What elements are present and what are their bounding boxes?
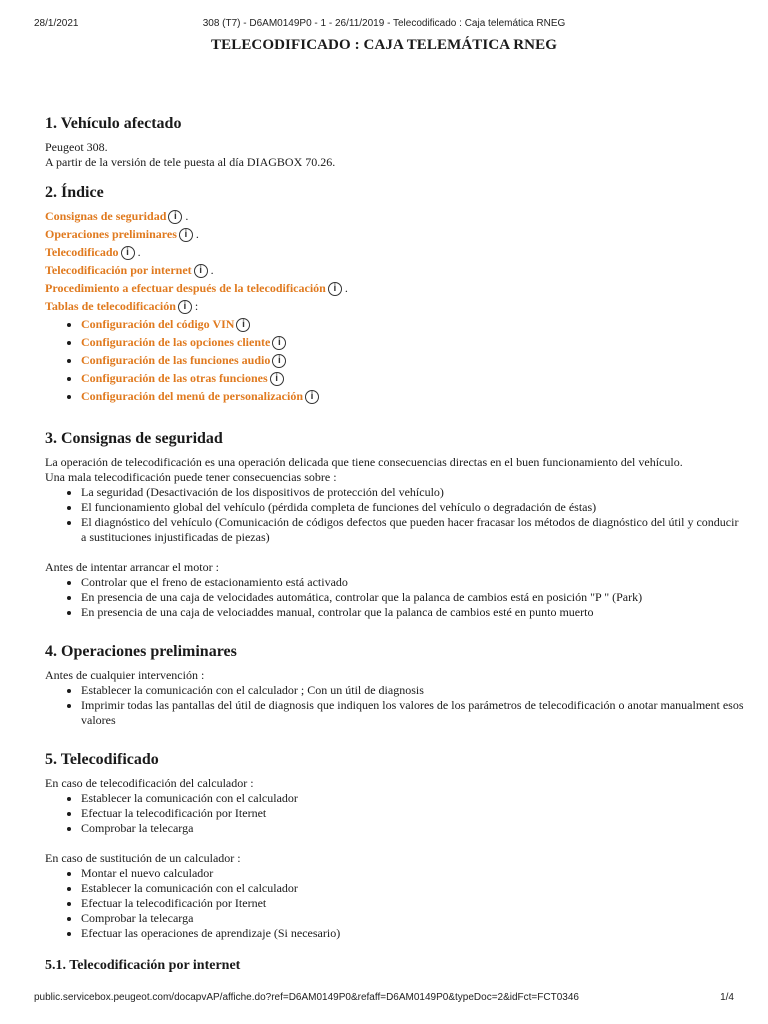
info-icon[interactable]: i (272, 354, 286, 368)
info-icon[interactable]: i (328, 282, 342, 296)
section-heading: 1. Vehículo afectado (45, 115, 182, 132)
index-link-telecodificado[interactable]: Telecodificado (45, 245, 119, 259)
paragraph: La operación de telecodificación es una operación delicada que tiene consecuencias directas en el buen funcionamiento del vehículo. (45, 455, 683, 469)
index-link-internet[interactable]: Telecodificación por internet (45, 263, 192, 277)
section-heading: 3. Consignas de seguridad (45, 430, 223, 447)
section-vehiculo-afectado (45, 114, 745, 170)
section-heading: 5. Telecodificado (45, 751, 159, 768)
punctuation: . (185, 209, 189, 223)
section-telecodificado (45, 750, 745, 941)
info-icon[interactable]: i (236, 318, 250, 332)
list-item: • Comprobar la telecarga (81, 911, 745, 926)
info-icon[interactable]: i (270, 372, 284, 386)
paragraph: Peugeot 308. (45, 140, 108, 154)
document-title: TELECODIFICADO : CAJA TELEMÁTICA RNEG (211, 37, 557, 53)
punctuation: . (195, 227, 199, 241)
list-item: • Establecer la comunicación con el calculador (81, 881, 745, 896)
list-item (81, 387, 745, 405)
index-entry (45, 207, 745, 225)
index-link-tablas[interactable]: Tablas de telecodificación (45, 299, 176, 313)
list-item (81, 351, 745, 369)
index-link-funciones-audio[interactable]: Configuración de las funciones audio (81, 353, 271, 367)
index-link-procedimiento[interactable]: Procedimiento a efectuar después de la telecodificación (45, 281, 326, 295)
bullet-list (45, 485, 745, 545)
section-indice (45, 183, 745, 405)
list-item: • Efectuar las operaciones de aprendizaje (Si necesario) (81, 926, 745, 941)
page-number: 1/4 (720, 992, 734, 1003)
bullet-list (45, 575, 745, 620)
list-item (81, 369, 745, 387)
index-link-otras-funciones[interactable]: Configuración de las otras funciones (81, 371, 268, 385)
list-item: • Montar el nuevo calculador (81, 866, 745, 881)
section-telecodificacion-internet (45, 957, 745, 975)
list-item: • El diagnóstico del vehículo (Comunicación de códigos defectos que pueden hacer fracasar los métodos de diagnóstico del útil y conducir a sustituciones injustificadas de piezas) (81, 515, 745, 545)
index-entry (45, 297, 745, 315)
list-item: • En presencia de una caja de velocidades automática, controlar que la palanca de cambios está en posición "P " (Park) (81, 590, 745, 605)
index-link-consignas[interactable]: Consignas de seguridad (45, 209, 167, 223)
section-operaciones-preliminares (45, 642, 745, 728)
info-icon[interactable]: i (178, 300, 192, 314)
index-link-opciones-cliente[interactable]: Configuración de las opciones cliente (81, 335, 271, 349)
paragraph: Antes de cualquier intervención : (45, 668, 205, 682)
index-link-vin[interactable]: Configuración del código VIN (81, 317, 235, 331)
print-url: public.servicebox.peugeot.com/docapvAP/affiche.do?ref=D6AM0149P0&refaff=D6AM0149P0&typeDoc=2&idFct=FCT0346 (34, 992, 579, 1003)
bullet-list (45, 683, 745, 728)
index-link-menu-personalizacion[interactable]: Configuración del menú de personalización (81, 389, 304, 403)
paragraph: En caso de sustitución de un calculador : (45, 851, 241, 865)
paragraph: Una mala telecodificación puede tener consecuencias sobre : (45, 470, 337, 484)
index-entry (45, 279, 745, 297)
punctuation: . (137, 245, 141, 259)
section-consignas-seguridad (45, 429, 745, 620)
info-icon[interactable]: i (272, 336, 286, 350)
list-item (81, 333, 745, 351)
index-entry (45, 243, 745, 261)
list-item: • La seguridad (Desactivación de los dispositivos de protección del vehículo) (81, 485, 745, 500)
index-link-operaciones[interactable]: Operaciones preliminares (45, 227, 177, 241)
bullet-list (45, 866, 745, 941)
info-icon[interactable]: i (179, 228, 193, 242)
section-heading: 2. Índice (45, 184, 104, 201)
list-item (81, 315, 745, 333)
info-icon[interactable]: i (121, 246, 135, 260)
list-item: • Controlar que el freno de estacionamiento está activado (81, 575, 745, 590)
list-item: • El funcionamiento global del vehículo (pérdida completa de funciones del vehículo o degradación de éstas) (81, 500, 745, 515)
bullet-list (45, 791, 745, 836)
print-page-title: 308 (T7) - D6AM0149P0 - 1 - 26/11/2019 - Telecodificado : Caja telemática RNEG (202, 18, 566, 29)
index-entry (45, 225, 745, 243)
list-item: • Establecer la comunicación con el calculador ; Con un útil de diagnosis (81, 683, 745, 698)
list-item: • Establecer la comunicación con el calculador (81, 791, 745, 806)
info-icon[interactable]: i (168, 210, 182, 224)
punctuation: . (210, 263, 214, 277)
paragraph: Antes de intentar arrancar el motor : (45, 560, 219, 574)
punctuation: . (344, 281, 348, 295)
print-date: 28/1/2021 (34, 18, 79, 29)
list-item: • Efectuar la telecodificación por Iternet (81, 896, 745, 911)
punctuation: : (194, 299, 199, 313)
info-icon[interactable]: i (194, 264, 208, 278)
document-body (45, 114, 745, 975)
paragraph: A partir de la versión de tele puesta al día DIAGBOX 70.26. (45, 155, 336, 169)
list-item: • En presencia de una caja de velociaddes manual, controlar que la palanca de cambios esté en punto muerto (81, 605, 745, 620)
list-item: • Comprobar la telecarga (81, 821, 745, 836)
index-entry (45, 261, 745, 279)
index-sublist (45, 315, 745, 405)
list-item: • Efectuar la telecodificación por Iternet (81, 806, 745, 821)
list-item: • Imprimir todas las pantallas del útil de diagnosis que indiquen los valores de los parámetros de telecodificación o anotar manualment esos valores (81, 698, 745, 728)
subsection-heading: 5.1. Telecodificación por internet (45, 958, 241, 973)
info-icon[interactable]: i (305, 390, 319, 404)
paragraph: En caso de telecodificación del calculador : (45, 776, 254, 790)
section-heading: 4. Operaciones preliminares (45, 643, 237, 660)
